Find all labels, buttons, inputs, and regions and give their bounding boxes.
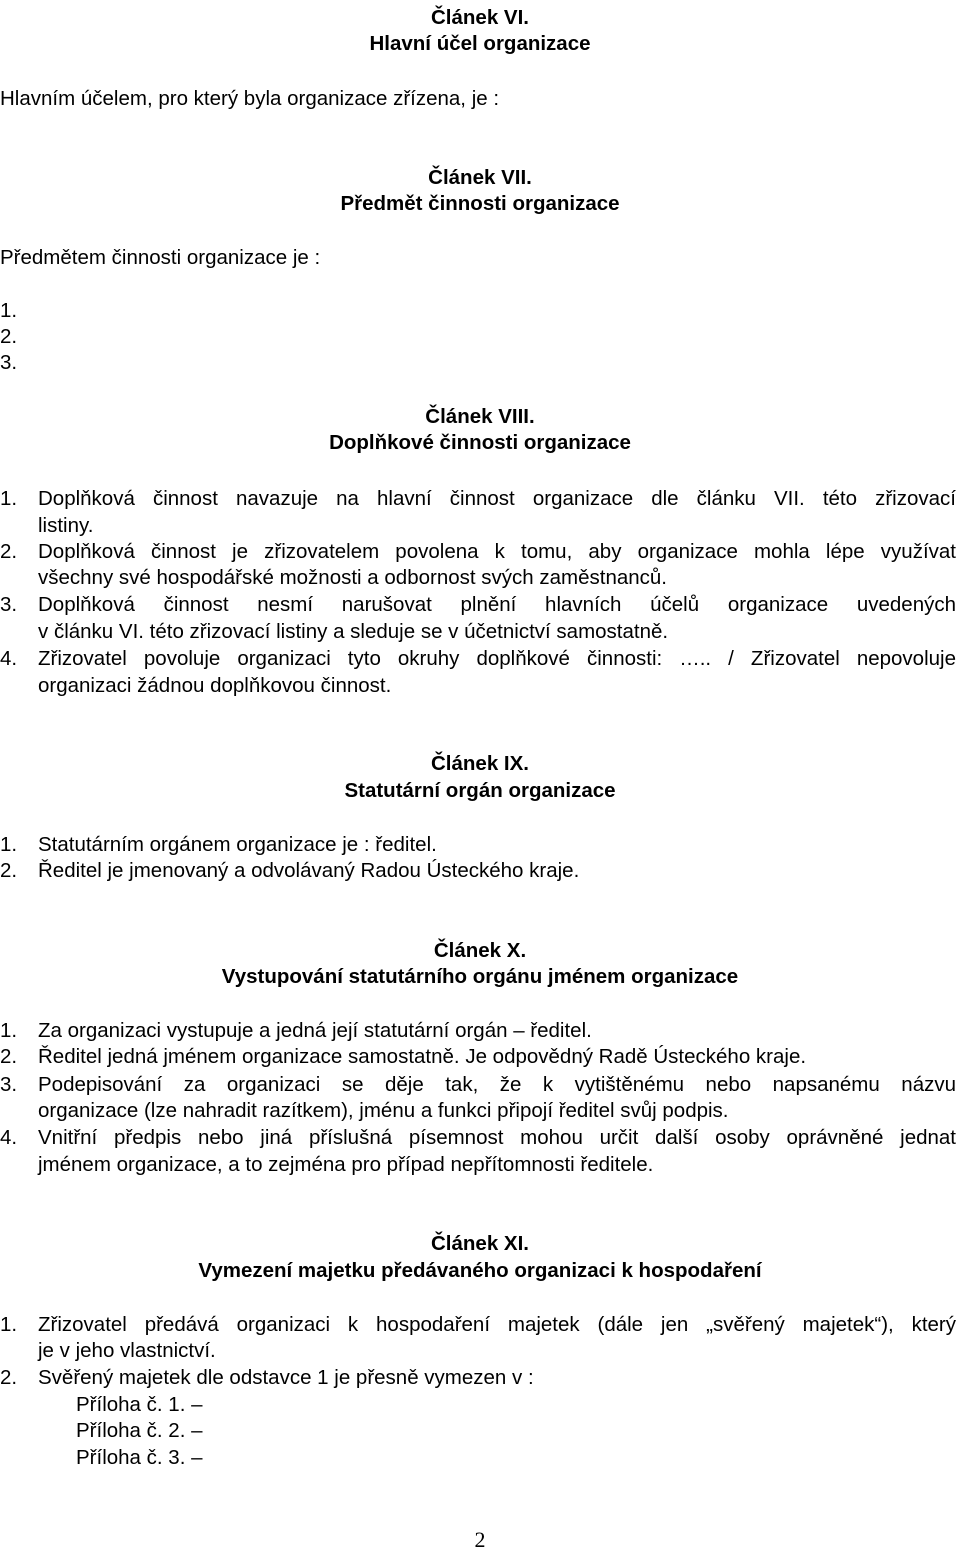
article-8-item-2-line-2: všechny své hospodářské možnosti a odbornost svých zaměstnanců. — [38, 566, 667, 589]
article-8-item-1-line-1: Doplňková činnost navazuje na hlavní činnost organizace dle článku VII. této zřizovací — [38, 487, 956, 510]
article-10-item-4-number: 4. — [0, 1126, 18, 1149]
article-8-item-3-line-1: Doplňková činnost nesmí narušovat plnění hlavních účelů organizace uvedených — [38, 593, 956, 616]
article-8-item-4-line-2: organizaci žádnou doplňkovou činnost. — [38, 674, 392, 697]
article-7-item-3: 3. — [0, 351, 18, 374]
article-11-number: Článek XI. — [431, 1232, 529, 1255]
annex-2: Příloha č. 2. – — [76, 1419, 203, 1442]
article-10-item-2-line-1: Ředitel jedná jménem organizace samostatně. Je odpovědný Radě Ústeckého kraje. — [38, 1045, 807, 1068]
article-8-number: Článek VIII. — [425, 405, 535, 428]
article-7-item-1: 1. — [0, 299, 18, 322]
page-number: 2 — [474, 1527, 486, 1552]
article-10-number: Článek X. — [433, 939, 527, 962]
article-8-title: Doplňkové činnosti organizace — [329, 431, 631, 454]
article-9-item-2-number: 2. — [0, 859, 18, 882]
annex-3: Příloha č. 3. – — [76, 1446, 203, 1469]
article-8-item-1-line-2: listiny. — [38, 514, 94, 537]
article-8-item-4-line-1: Zřizovatel povoluje organizaci tyto okruhy doplňkové činnosti: ….. / Zřizovatel nepovoluje — [38, 647, 956, 670]
article-10-item-3-line-2: organizace (lze nahradit razítkem), jménu a funkci připojí ředitel svůj podpis. — [38, 1099, 729, 1122]
article-10-item-4-line-2: jménem organizace, a to zejména pro případ nepřítomnosti ředitele. — [38, 1153, 654, 1176]
article-9-item-1-line-1: Statutárním orgánem organizace je : ředitel. — [38, 833, 437, 856]
article-11-title: Vymezení majetku předávaného organizaci k hospodaření — [198, 1259, 762, 1282]
article-8-item-3-line-2: v článku VI. této zřizovací listiny a sleduje se v účetnictví samostatně. — [38, 620, 669, 643]
article-9-title: Statutární orgán organizace — [344, 779, 616, 802]
article-8-item-2-number: 2. — [0, 540, 18, 563]
article-8-item-3-number: 3. — [0, 593, 18, 616]
annex-1: Příloha č. 1. – — [76, 1393, 203, 1416]
article-10-item-4-line-1: Vnitřní předpis nebo jiná příslušná písemnost mohou určit další osoby oprávněné jednat — [38, 1126, 956, 1149]
article-7-item-2: 2. — [0, 325, 18, 348]
article-10-item-1-number: 1. — [0, 1019, 18, 1042]
article-11-item-1-line-1: Zřizovatel předává organizaci k hospodaření majetek (dále jen „svěřený majetek“), který — [38, 1313, 956, 1336]
article-10-item-1-line-1: Za organizaci vystupuje a jedná její statutární orgán – ředitel. — [38, 1019, 592, 1042]
article-9-item-2-line-1: Ředitel je jmenovaný a odvolávaný Radou Ústeckého kraje. — [38, 859, 580, 882]
article-6-title: Hlavní účel organizace — [369, 32, 591, 55]
article-6-text: Hlavním účelem, pro který byla organizace zřízena, je : — [0, 87, 500, 110]
article-7-title: Předmět činnosti organizace — [340, 192, 620, 215]
article-8-item-4-number: 4. — [0, 647, 18, 670]
article-10-item-3-line-1: Podepisování za organizaci se děje tak, že k vytištěnému nebo napsanému názvu — [38, 1073, 956, 1096]
article-9-number: Článek IX. — [431, 752, 529, 775]
article-11-item-1-number: 1. — [0, 1313, 18, 1336]
article-7-text: Předmětem činnosti organizace je : — [0, 246, 321, 269]
article-6-number: Článek VI. — [431, 6, 529, 29]
article-10-item-3-number: 3. — [0, 1073, 18, 1096]
article-8-item-2-line-1: Doplňková činnost je zřizovatelem povolena k tomu, aby organizace mohla lépe využívat — [38, 540, 956, 563]
article-7-number: Článek VII. — [428, 166, 532, 189]
article-11-item-2-line-1: Svěřený majetek dle odstavce 1 je přesně vymezen v : — [38, 1366, 534, 1389]
article-10-item-2-number: 2. — [0, 1045, 18, 1068]
article-9-item-1-number: 1. — [0, 833, 18, 856]
article-11-item-2-number: 2. — [0, 1366, 18, 1389]
article-10-title: Vystupování statutárního orgánu jménem organizace — [221, 965, 739, 988]
article-11-item-1-line-2: je v jeho vlastnictví. — [38, 1339, 216, 1362]
article-8-item-1-number: 1. — [0, 487, 18, 510]
